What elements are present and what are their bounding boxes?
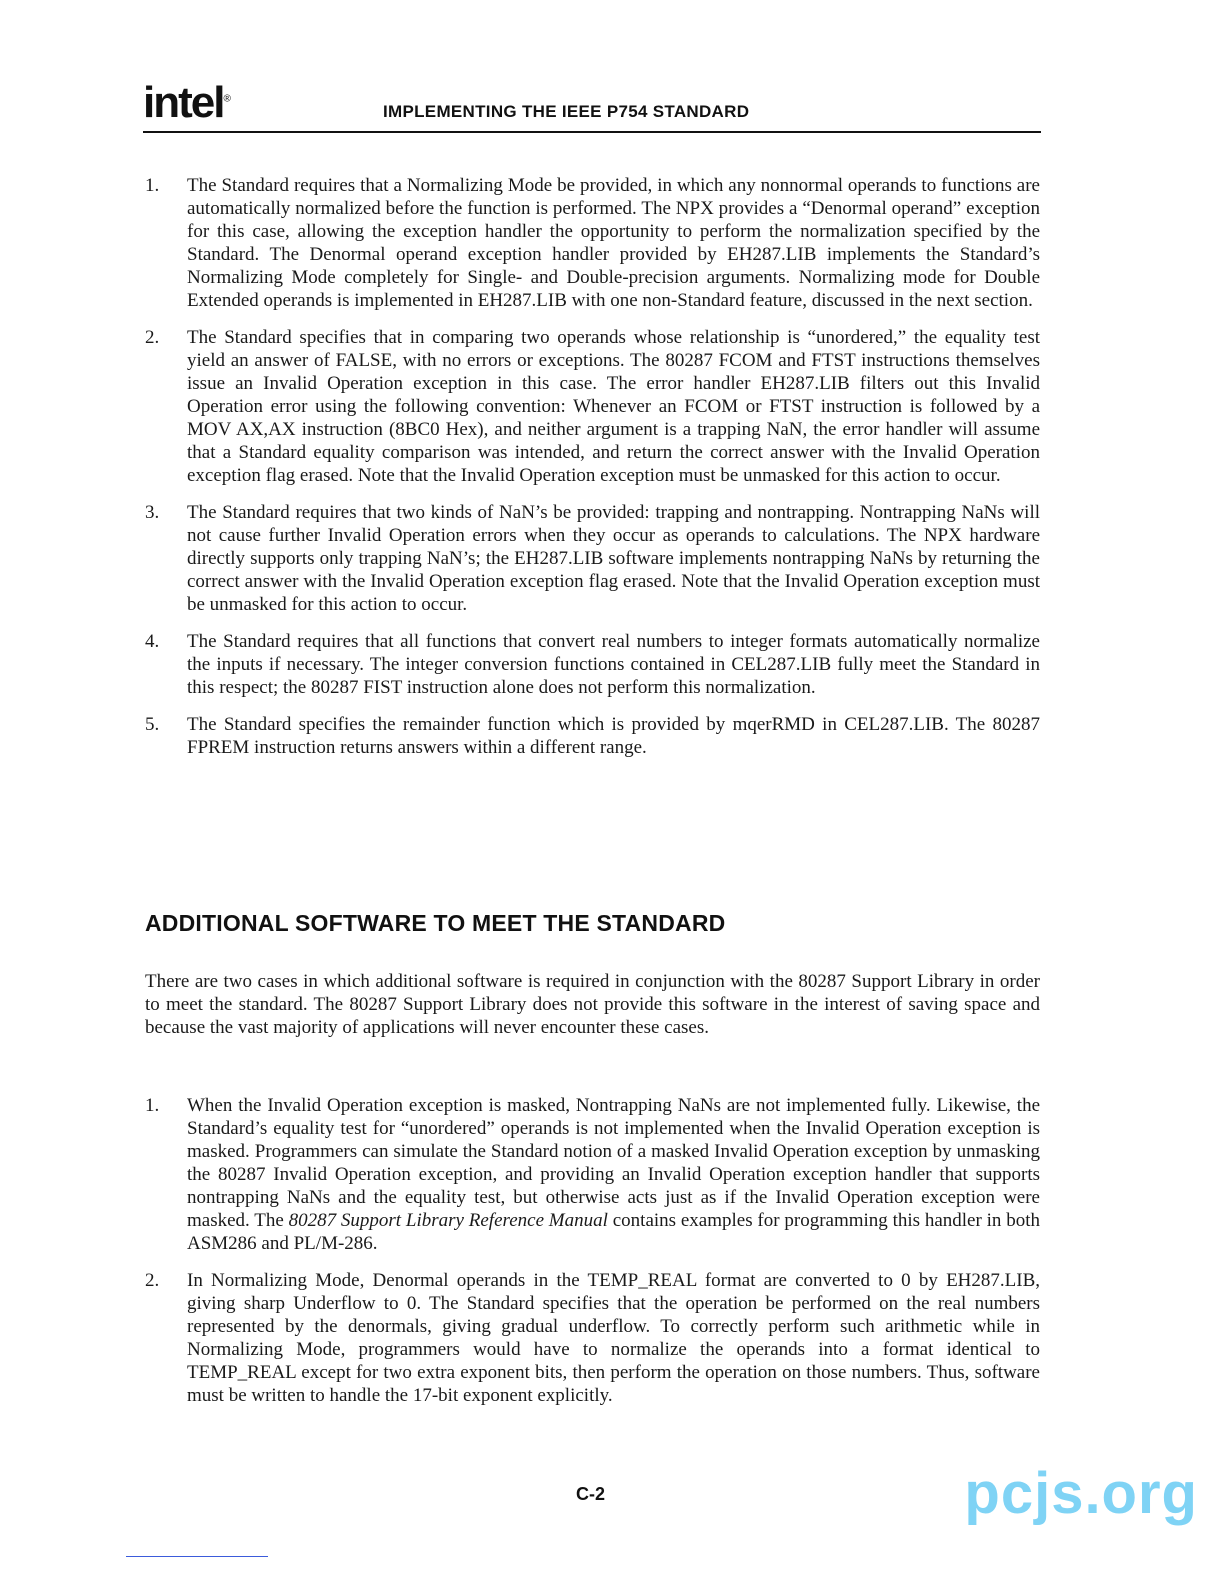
item-text: The Standard specifies the remainder function which is provided by mqerRMD in CEL287.LIB. The 80287 FPREM instruction returns answers within a different range. — [187, 714, 1040, 758]
item-number: 1. — [145, 175, 160, 196]
registered-mark: ® — [223, 93, 229, 105]
list-item — [145, 1094, 1040, 1255]
list-item — [145, 1269, 1040, 1407]
list-item — [145, 713, 1040, 759]
intel-logo — [143, 78, 229, 128]
item-text-part: contains examples for programming this handler in both ASM286 and PL/M-286. — [187, 1210, 1040, 1254]
item-number: 3. — [145, 502, 160, 523]
item-number: 2. — [145, 327, 160, 348]
list-item — [145, 501, 1040, 616]
section-heading: ADDITIONAL SOFTWARE TO MEET THE STANDARD — [145, 910, 726, 936]
page-header — [143, 78, 1041, 134]
logo-text: intel — [143, 78, 224, 127]
item-text-part: When the Invalid Operation exception is masked, Nontrapping NaNs are not implemented fully. Likewise, the Standard’s equality test for “unordered” operands is not implemented when the Invalid Operation exception is masked. Programmers can simulate the Standard notion of a masked Invalid Operation exception by unmasking the 80287 Invalid Operation exception, and providing an Invalid Operation exception handler that supports nontrapping NaNs and the equality test, but otherwise acts just as if the Invalid Operation exception were masked. The — [187, 1095, 1040, 1231]
item-text: The Standard requires that a Normalizing Mode be provided, in which any nonnormal operands to functions are automatically normalized before the function is performed. The NPX provides a “Denormal operand” exception for this case, allowing the exception handler the opportunity to perform the normalization specified by the Standard. The Denormal operand exception handler provided by EH287.LIB implements the Standard’s Normalizing Mode completely for Single- and Double-precision arguments. Normalizing mode for Double Extended operands is implemented in EH287.LIB with one non-Standard feature, discussed in the next section. — [187, 175, 1040, 311]
section-intro: There are two cases in which additional software is required in conjunction with the 80287 Support Library in order to meet the standard. The 80287 Support Library does not provide this software in the interest of saving space and because the vast majority of applications will never encounter these cases. — [145, 971, 1040, 1038]
item-text: The Standard requires that all functions that convert real numbers to integer formats automatically normalize the inputs if necessary. The integer conversion functions contained in CEL287.LIB fully meet the Standard in this respect; the 80287 FIST instruction alone does not perform this normalization. — [187, 631, 1040, 698]
list-item — [145, 174, 1040, 312]
list-item — [145, 326, 1040, 487]
additional-software-list — [145, 1094, 1040, 1421]
item-text — [187, 1094, 1040, 1255]
item-number: 2. — [145, 1270, 160, 1291]
item-text: The Standard requires that two kinds of NaN’s be provided: trapping and nontrapping. Nontrapping NaNs will not cause further Invalid Operation errors when they occur as operands to calculations. The NPX hardware directly supports only trapping NaN’s; the EH287.LIB software implements nontrapping NaNs by returning the correct answer with the Invalid Operation exception flag erased. Note that the Invalid Operation exception must be unmasked for this action to occur. — [187, 502, 1040, 615]
standard-requirements-list — [145, 174, 1040, 773]
header-title: IMPLEMENTING THE IEEE P754 STANDARD — [383, 102, 750, 121]
footer-rule — [126, 1556, 268, 1557]
page-number: C-2 — [576, 1484, 606, 1504]
item-number: 4. — [145, 631, 160, 652]
item-text: In Normalizing Mode, Denormal operands in the TEMP_REAL format are converted to 0 by EH287.LIB, giving sharp Underflow to 0. The Standard specifies that the operation be performed on the real numbers represented by the denormals, giving gradual underflow. To correctly perform such arithmetic while in Normalizing Mode, programmers would have to normalize the operands into a format identical to TEMP_REAL except for two extra exponent bits, then perform the operation on those numbers. Thus, software must be written to handle the 17-bit exponent explicitly. — [187, 1270, 1040, 1406]
item-text: The Standard specifies that in comparing two operands whose relationship is “unordered,” the equality test yield an answer of FALSE, with no errors or exceptions. The 80287 FCOM and FTST instructions themselves issue an Invalid Operation exception in this case. The error handler EH287.LIB filters out this Invalid Operation error using the following convention: Whenever an FCOM or FTST instruction is followed by a MOV AX,AX instruction (8BC0 Hex), and neither argument is a trapping NaN, the error handler will assume that a Standard equality comparison was intended, and return the correct answer with the Invalid Operation exception flag erased. Note that the Invalid Operation exception must be unmasked for this action to occur. — [187, 327, 1040, 486]
manual-reference: 80287 Support Library Reference Manual — [288, 1210, 608, 1231]
header-rule — [143, 131, 1041, 133]
pcjs-watermark: pcjs.org — [964, 1461, 1198, 1526]
list-item — [145, 630, 1040, 699]
item-number: 5. — [145, 714, 160, 735]
item-number: 1. — [145, 1095, 160, 1116]
